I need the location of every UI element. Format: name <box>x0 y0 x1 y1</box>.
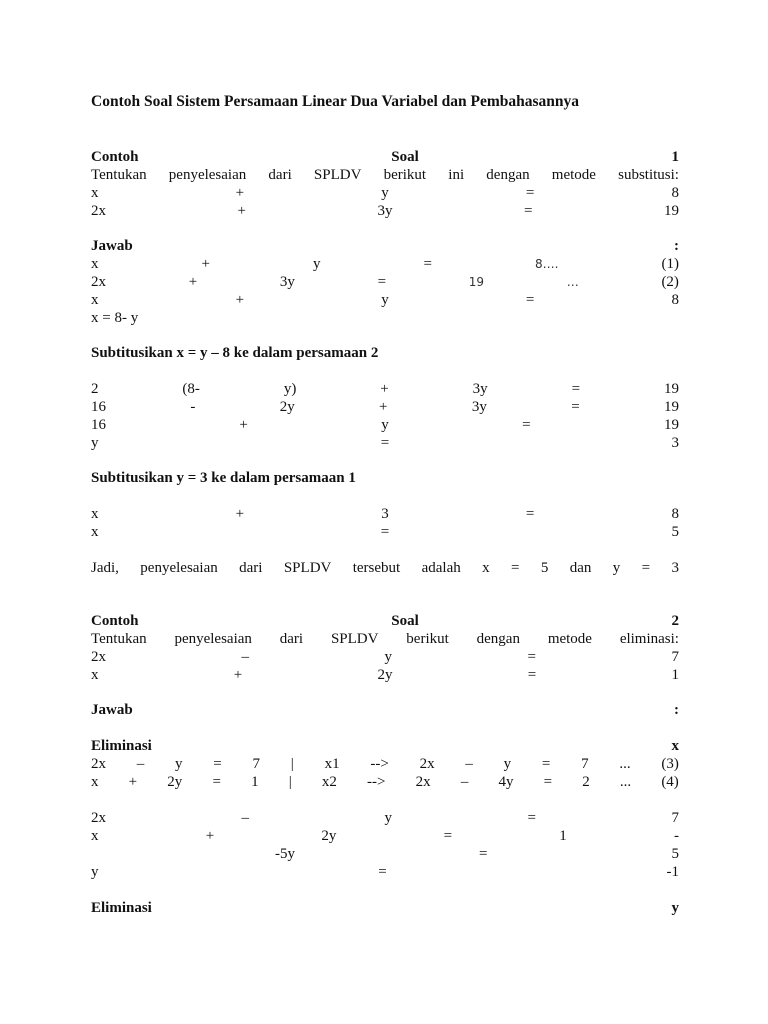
text-cell: 2y <box>279 399 295 415</box>
text-cell: 7 <box>671 649 679 665</box>
text-cell: = <box>571 399 580 415</box>
text-cell: 7 <box>581 756 589 772</box>
text-cell: 8 <box>671 292 679 308</box>
text-cell: 5 <box>671 846 679 862</box>
text-cell: = <box>524 203 533 219</box>
text-cell: Tentukan <box>91 167 147 183</box>
text-cell: = <box>212 774 221 790</box>
text-line <box>91 202 679 220</box>
text-cell: x <box>91 292 99 308</box>
text-cell: 2x <box>415 774 431 790</box>
text-cell: Eliminasi <box>91 900 152 916</box>
text-cell: penyelesaian <box>168 167 247 183</box>
text-cell: y <box>91 435 99 451</box>
text-cell: ini <box>448 167 465 183</box>
text-cell: adalah <box>421 560 461 576</box>
text-cell: 2 <box>582 774 590 790</box>
text-cell: – <box>241 810 249 826</box>
text-line <box>91 344 679 362</box>
text-cell: -5y <box>275 846 295 862</box>
text-cell: – <box>241 649 249 665</box>
text-cell: 1 <box>251 774 259 790</box>
text-cell: x <box>91 524 99 540</box>
text-line <box>91 523 679 541</box>
text-cell: ... <box>619 774 632 790</box>
text-cell: = <box>510 560 520 576</box>
text-cell: = <box>213 756 222 772</box>
text-cell: --> <box>367 774 386 790</box>
text-cell: = <box>543 774 553 790</box>
text-line <box>91 273 679 291</box>
text-line <box>91 166 679 184</box>
text-cell: tersebut <box>352 560 401 576</box>
text-line <box>91 630 679 648</box>
text-cell: 2 <box>91 381 99 397</box>
text-cell: (2) <box>661 274 679 290</box>
text-cell: 16 <box>91 417 106 433</box>
text-cell: + <box>237 203 246 219</box>
text-cell: substitusi: <box>618 167 679 183</box>
text-cell: dari <box>279 631 304 647</box>
text-cell: + <box>233 667 243 683</box>
text-cell: 19 <box>664 417 679 433</box>
text-cell: 3y <box>279 274 295 290</box>
text-cell: Contoh <box>91 613 139 629</box>
text-cell: = <box>571 381 581 397</box>
text-cell: metode <box>551 167 596 183</box>
text-line <box>91 612 679 630</box>
text-cell: dengan <box>486 167 530 183</box>
text-cell: SPLDV <box>313 167 362 183</box>
text-cell: eliminasi: <box>619 631 679 647</box>
text-line <box>91 701 679 719</box>
text-line <box>91 309 679 327</box>
text-cell: 3y <box>472 381 488 397</box>
text-cell: 5 <box>671 524 679 540</box>
text-cell: 3y <box>471 399 487 415</box>
text-cell: Jawab <box>91 702 133 718</box>
text-line <box>91 291 679 309</box>
text-line <box>91 666 679 684</box>
text-cell: - <box>673 828 679 844</box>
text-cell: = <box>527 649 536 665</box>
text-cell: 2y <box>321 828 337 844</box>
text-line <box>91 469 679 487</box>
text-cell: berikut <box>383 167 427 183</box>
text-cell: = <box>525 185 535 201</box>
text-cell: – <box>136 756 145 772</box>
text-cell: 1 <box>671 667 679 683</box>
text-cell: y <box>91 864 99 880</box>
text-cell: (1) <box>661 256 679 272</box>
text-cell: ... <box>619 756 631 772</box>
text-cell: Subtitusikan x = y – 8 ke dalam persamaan 2 <box>91 345 379 361</box>
text-cell: y <box>384 649 392 665</box>
text-cell: x <box>91 774 99 790</box>
text-line <box>91 845 679 863</box>
text-cell: penyelesaian <box>140 560 218 576</box>
text-cell: 19 <box>664 399 679 415</box>
text-cell: 2x <box>91 274 106 290</box>
text-cell: 3y <box>377 203 393 219</box>
text-cell: Subtitusikan y = 3 ke dalam persamaan 1 <box>91 470 356 486</box>
text-cell: SPLDV <box>283 560 332 576</box>
text-cell: y <box>381 185 389 201</box>
text-cell: + <box>235 185 245 201</box>
text-cell: Jadi, <box>91 560 119 576</box>
text-cell: Tentukan <box>91 631 147 647</box>
text-cell: -1 <box>666 864 679 880</box>
text-cell: y <box>381 417 389 433</box>
text-line <box>91 648 679 666</box>
text-line <box>91 827 679 845</box>
text-line <box>91 416 679 434</box>
text-cell: = <box>522 417 531 433</box>
text-cell: x <box>91 256 99 272</box>
text-line <box>91 809 679 827</box>
text-cell: 1 <box>559 828 567 844</box>
text-cell: 8 <box>671 185 679 201</box>
text-cell: 19 <box>664 203 679 219</box>
text-line <box>91 899 679 917</box>
text-cell: = <box>641 560 651 576</box>
text-cell: 8…. <box>535 257 559 271</box>
text-cell: 8 <box>671 506 679 522</box>
text-cell: y <box>612 560 621 576</box>
text-cell: = <box>380 524 390 540</box>
text-cell: 19 <box>663 381 679 397</box>
text-cell: : <box>674 702 679 718</box>
text-cell: y <box>313 256 321 272</box>
text-line <box>91 184 679 202</box>
text-line <box>91 148 679 166</box>
text-cell: = <box>525 506 535 522</box>
text-cell: dari <box>239 560 263 576</box>
text-cell: (8- <box>182 381 200 397</box>
text-cell: Eliminasi <box>91 738 152 754</box>
text-cell: = <box>525 292 535 308</box>
text-cell: 19 <box>468 275 485 289</box>
text-line <box>91 559 679 577</box>
text-cell: | <box>288 774 292 790</box>
text-cell: x <box>91 667 99 683</box>
text-cell: = <box>380 435 390 451</box>
document-page <box>91 0 679 1024</box>
text-cell: x <box>482 560 490 576</box>
text-cell: = <box>527 667 537 683</box>
text-cell: y) <box>283 381 297 397</box>
text-cell: y <box>381 292 389 308</box>
text-cell: - <box>190 399 196 415</box>
text-cell: = <box>378 864 387 880</box>
text-cell: – <box>465 756 473 772</box>
text-cell: 3 <box>381 506 389 522</box>
text-cell: 16 <box>91 399 106 415</box>
text-cell: + <box>380 381 389 397</box>
text-cell: y <box>671 900 679 916</box>
text-cell: y <box>175 756 183 772</box>
text-cell: x <box>671 738 679 754</box>
text-cell: 2y <box>377 667 393 683</box>
text-cell: y <box>384 810 392 826</box>
text-line <box>91 505 679 523</box>
text-cell: dan <box>569 560 592 576</box>
text-cell: --> <box>370 756 389 772</box>
text-cell: 4y <box>498 774 514 790</box>
text-line <box>91 434 679 452</box>
text-cell: = <box>479 846 488 862</box>
text-cell: SPLDV <box>330 631 379 647</box>
text-cell: metode <box>547 631 592 647</box>
text-cell: 2x <box>91 649 106 665</box>
text-cell: + <box>379 399 388 415</box>
text-cell: 2x <box>91 756 106 772</box>
text-cell: 7 <box>671 810 679 826</box>
text-cell: 2x <box>91 810 106 826</box>
text-cell: Jawab <box>91 238 133 254</box>
text-cell: x <box>91 506 99 522</box>
text-cell: … <box>566 275 579 289</box>
text-cell: 3 <box>671 560 679 576</box>
text-cell: 7 <box>252 756 261 772</box>
text-cell: x = 8- y <box>91 310 139 326</box>
text-cell: + <box>239 417 248 433</box>
text-cell: = <box>377 274 387 290</box>
text-cell: = <box>443 828 453 844</box>
text-cell: = <box>423 256 432 272</box>
text-cell: x <box>91 828 99 844</box>
text-cell: : <box>674 238 679 254</box>
text-cell: berikut <box>406 631 449 647</box>
text-cell: 2 <box>671 613 679 629</box>
text-line <box>91 755 679 773</box>
text-cell: (4) <box>661 774 679 790</box>
text-line <box>91 398 679 416</box>
text-cell: + <box>188 274 198 290</box>
text-line <box>91 863 679 881</box>
document-title: Contoh Soal Sistem Persamaan Linear Dua Variabel dan Pembahasannya <box>91 93 580 110</box>
text-cell: 3 <box>671 435 679 451</box>
text-cell: + <box>235 506 245 522</box>
text-cell: (3) <box>661 756 679 772</box>
text-line <box>91 237 679 255</box>
text-cell: Soal <box>391 149 419 165</box>
text-line <box>91 380 679 398</box>
text-cell: penyelesaian <box>174 631 252 647</box>
text-cell: x2 <box>321 774 337 790</box>
text-cell: y <box>503 756 512 772</box>
text-line <box>91 737 679 755</box>
text-cell: + <box>128 774 138 790</box>
text-line <box>91 255 679 273</box>
text-cell: Soal <box>391 613 419 629</box>
text-cell: x1 <box>324 756 340 772</box>
text-cell: 1 <box>671 149 679 165</box>
text-cell: dari <box>268 167 292 183</box>
text-cell: = <box>541 756 551 772</box>
text-cell: 5 <box>540 560 549 576</box>
text-cell: + <box>235 292 245 308</box>
text-line <box>91 773 679 791</box>
text-cell: + <box>205 828 215 844</box>
text-cell: x <box>91 185 99 201</box>
text-cell: – <box>460 774 469 790</box>
text-cell: 2y <box>167 774 183 790</box>
text-cell: dengan <box>476 631 520 647</box>
text-cell: 2x <box>91 203 106 219</box>
text-cell: Contoh <box>91 149 139 165</box>
text-cell: + <box>201 256 210 272</box>
text-cell: 2x <box>419 756 435 772</box>
text-cell: | <box>290 756 294 772</box>
text-cell: = <box>527 810 536 826</box>
